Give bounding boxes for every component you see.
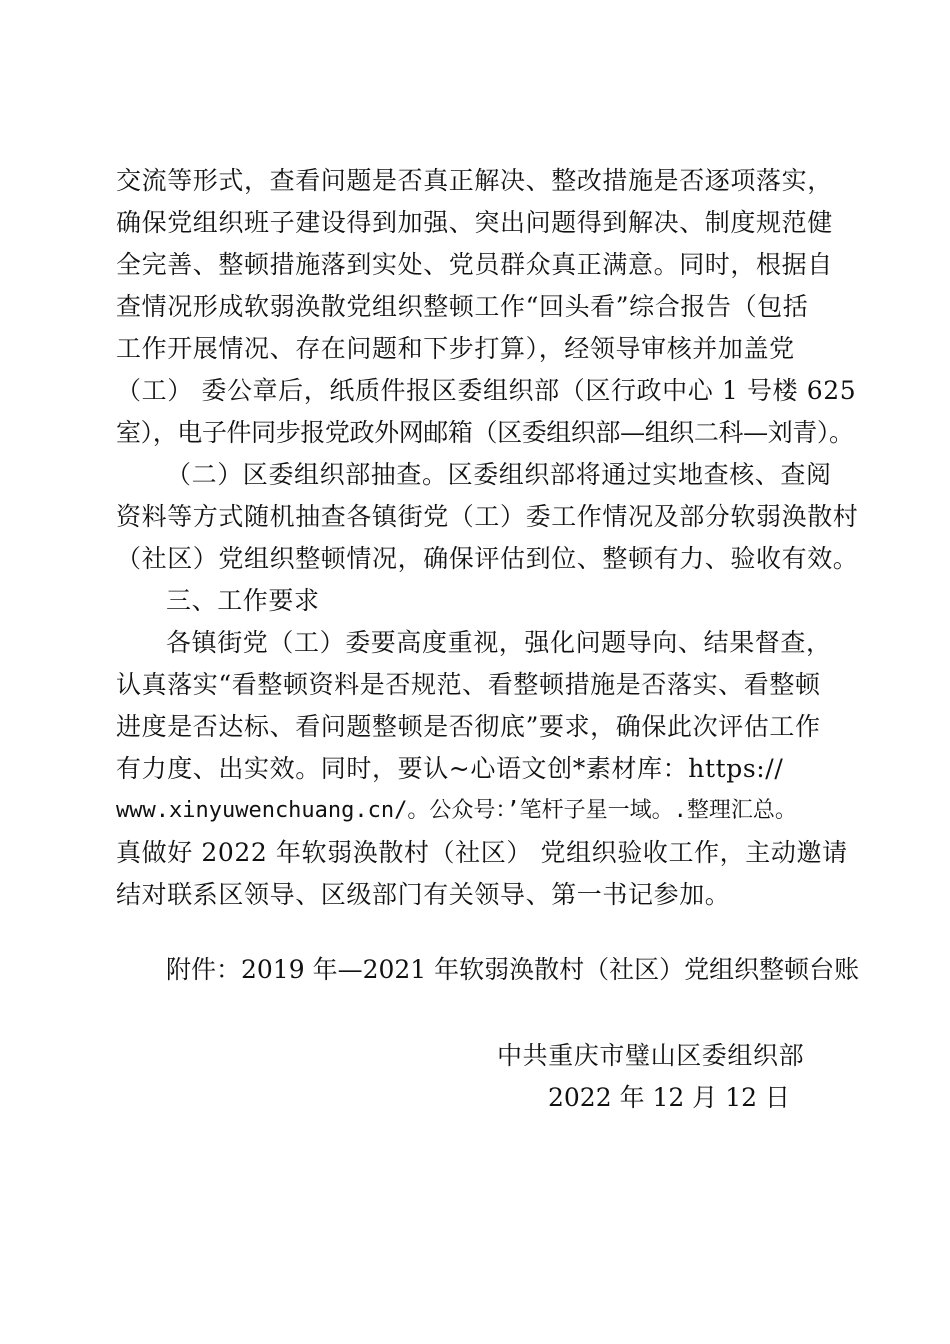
paragraph-line: （工） 委公章后，纸质件报区委组织部（区行政中心 1 号楼 625 bbox=[116, 376, 857, 405]
paragraph-line: 室），电子件同步报党政外网邮箱（区委组织部—组织二科—刘青）。 bbox=[116, 418, 854, 447]
paragraph-line-with-url: 有力度、出实效。同时，要认~心语文创*素材库：https:// bbox=[116, 754, 784, 783]
paragraph-line: 工作开展情况、存在问题和下步打算），经领导审核并加盖党 bbox=[116, 334, 795, 363]
paragraph-line: 查情况形成软弱涣散党组织整顿工作“回头看”综合报告（包括 bbox=[116, 292, 809, 321]
paragraph-line: 真做好 2022 年软弱涣散村（社区） 党组织验收工作，主动邀请 bbox=[116, 838, 848, 867]
paragraph-line: 认真落实“看整顿资料是否规范、看整顿措施是否落实、看整顿 bbox=[116, 670, 821, 699]
paragraph-line: 结对联系区领导、区级部门有关领导、第一书记参加。 bbox=[116, 880, 731, 909]
paragraph-line: （社区）党组织整顿情况，确保评估到位、整顿有力、验收有效。 bbox=[116, 544, 859, 573]
paragraph-line: 资料等方式随机抽查各镇街党（工）委工作情况及部分软弱涣散村 bbox=[116, 502, 859, 531]
paragraph-line: 进度是否达标、看问题整顿是否彻底”要求，确保此次评估工作 bbox=[116, 712, 821, 741]
paragraph-line: 全完善、整顿措施落到实处、党员群众真正满意。同时，根据自 bbox=[116, 250, 833, 279]
section-heading: 三、工作要求 bbox=[166, 586, 320, 615]
section-2-first-line: （二）区委组织部抽查。区委组织部将通过实地查核、查阅 bbox=[166, 460, 832, 489]
attachment-note: 附件：2019 年—2021 年软弱涣散村（社区）党组织整顿台账 bbox=[166, 955, 860, 984]
url-line: www.xinyuwenchuang.cn/。公众号：’笔杆子星一域。.整理汇总。 bbox=[116, 798, 797, 823]
signature-date: 2022 年 12 月 12 日 bbox=[548, 1083, 790, 1112]
paragraph-line: 确保党组织班子建设得到加强、突出问题得到解决、制度规范健 bbox=[116, 208, 833, 237]
paragraph-line: 各镇街党（工）委要高度重视，强化问题导向、结果督查， bbox=[166, 628, 832, 657]
paragraph-line: 交流等形式，查看问题是否真正解决、整改措施是否逐项落实， bbox=[116, 166, 833, 195]
signature-organization: 中共重庆市璧山区委组织部 bbox=[497, 1041, 805, 1070]
